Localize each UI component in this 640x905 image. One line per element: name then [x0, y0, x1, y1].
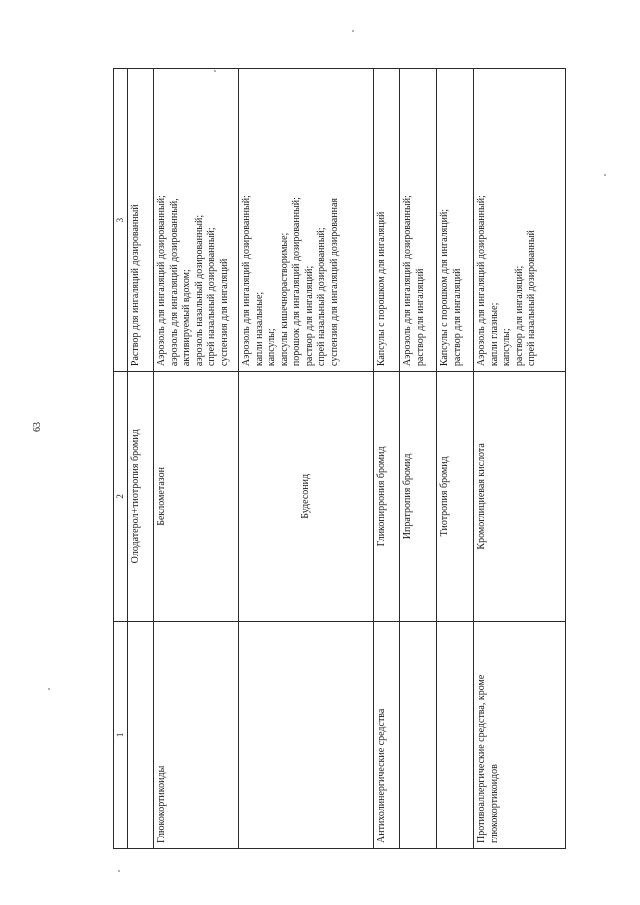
table-row [154, 69, 239, 849]
forms-cell [374, 69, 400, 372]
rotated-table-frame [113, 68, 566, 849]
form-line: аэрозоль назальный дозированный; [193, 214, 205, 367]
table-row [128, 69, 154, 849]
scan-speck [352, 30, 354, 32]
form-line: Раствор для ингаляций дозированный [130, 204, 141, 367]
form-line: капли назальные; [253, 291, 265, 367]
form-line: Аэрозоль для ингаляций дозированный; [241, 195, 252, 367]
medicine-table [113, 68, 566, 849]
header-cell-1: 1 [114, 621, 128, 848]
form-line: раствор для ингаляций [414, 268, 426, 367]
form-line: активируемый вдохом; [181, 269, 192, 367]
form-line: спрей назальный дозированный [526, 230, 537, 367]
form-line: суспензия для ингаляций [218, 258, 230, 367]
substance-cell: Беклометазон [154, 372, 239, 622]
group-cell [239, 621, 374, 848]
form-line: раствор для ингаляций; [303, 265, 315, 367]
group-cell: Противоаллергические средства, кроме глюкокортикоидов [474, 621, 566, 848]
form-line: порошок для ингаляций дозированный; [291, 197, 302, 367]
header-cell-3: 3 [114, 69, 128, 372]
form-line: спрей назальный дозированный; [316, 227, 327, 367]
substance-cell: Будесонид [239, 372, 374, 622]
forms-cell [437, 69, 474, 372]
forms-cell [239, 69, 374, 372]
scan-speck [118, 870, 120, 872]
substance-cell: Тиотропия бромид [437, 372, 474, 622]
group-cell [437, 621, 474, 848]
page-number: 63 [32, 422, 43, 432]
form-line: раствор для ингаляций; [513, 265, 525, 367]
form-line: аэрозоль для ингаляций дозированный, [168, 198, 180, 367]
header-cell-2: 2 [114, 372, 128, 622]
table-row [239, 69, 374, 849]
group-cell [400, 621, 437, 848]
form-line: капсулы; [266, 328, 277, 367]
table-row [474, 69, 566, 849]
forms-cell [474, 69, 566, 372]
form-line: капсулы; [501, 328, 512, 367]
forms-cell [400, 69, 437, 372]
table-row [400, 69, 437, 849]
form-line: капли глазные; [488, 302, 500, 367]
forms-cell [154, 69, 239, 372]
form-line: Аэрозоль для ингаляций дозированный; [156, 195, 167, 367]
substance-cell: Ипратропия бромид [400, 372, 437, 622]
table-row [437, 69, 474, 849]
substance-cell: Олодатерол+тиотропия бромид [128, 372, 154, 622]
table-row [374, 69, 400, 849]
form-line: спрей назальный дозированный; [206, 227, 217, 367]
form-line: Капсулы с порошком для ингаляций [376, 211, 387, 367]
scan-speck [48, 688, 50, 690]
scan-speck [604, 174, 606, 176]
substance-cell: Кромоглициевая кислота [474, 372, 566, 622]
form-line: Аэрозоль для ингаляций дозированный; [402, 195, 413, 367]
group-cell: Антихолинергические средства [374, 621, 400, 848]
group-cell: Глюкокортикоиды [154, 621, 239, 848]
form-line: раствор для ингаляций [451, 268, 463, 367]
form-line: суспензия для ингаляций дозированная [328, 198, 340, 367]
form-line: Капсулы с порошком для ингаляций; [439, 208, 450, 367]
header-row [114, 69, 128, 849]
form-line: капсулы кишечнорастворимые; [278, 232, 290, 367]
form-line: Аэрозоль для ингаляций дозированный; [476, 195, 487, 367]
substance-cell: Гликопиррония бромид [374, 372, 400, 622]
group-cell [128, 621, 154, 848]
forms-cell [128, 69, 154, 372]
